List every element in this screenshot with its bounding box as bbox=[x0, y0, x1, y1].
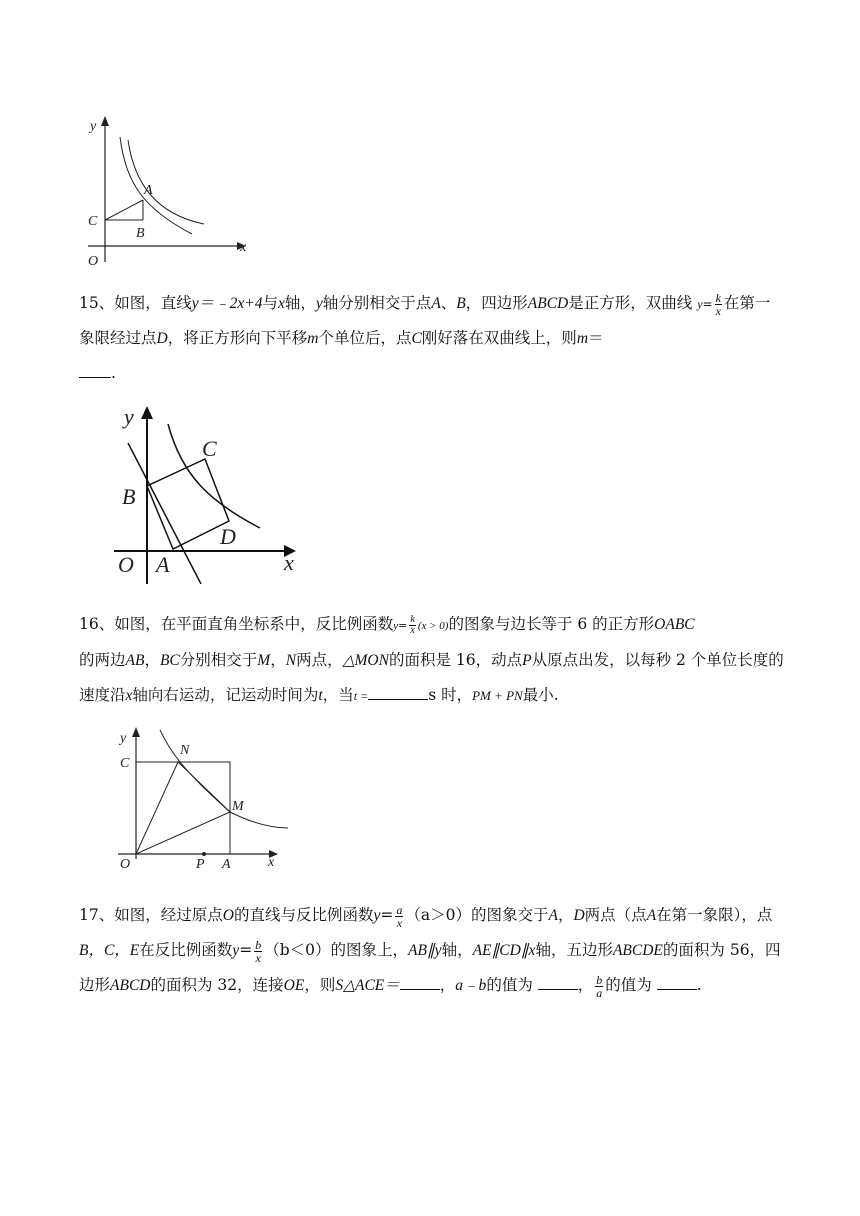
inner-curve bbox=[120, 137, 192, 234]
label-y: y bbox=[124, 404, 134, 429]
fraction-a-over-x: $\frac{a}{x}$ bbox=[396, 902, 403, 930]
label-o: O bbox=[120, 857, 131, 872]
label-x: x bbox=[240, 240, 247, 255]
label-y: y bbox=[120, 731, 127, 746]
y-axis-arrow-icon bbox=[141, 406, 153, 419]
answer-blank-3[interactable] bbox=[657, 975, 697, 990]
label-x: x bbox=[284, 550, 294, 575]
y-axis-arrow-icon bbox=[101, 116, 109, 126]
question-15-text: 15、如图，直线y＝﹣2x+4与x轴，y轴分别相交于点A、B，四边形ABCD是正方形，双曲线 y= $\frac{k}{x}$ 在第一象限经过点D，将正方形向下平移m个单位后，点C刚好落在双曲线上，则m＝ . bbox=[79, 290, 771, 382]
label-c: C bbox=[88, 214, 98, 229]
answer-blank[interactable] bbox=[368, 685, 428, 700]
answer-blank-1[interactable] bbox=[400, 975, 440, 990]
segment-ca bbox=[105, 200, 143, 220]
label-o: O bbox=[88, 254, 99, 269]
label-x: x bbox=[268, 855, 275, 870]
label-o: O bbox=[118, 552, 134, 577]
question-17-text: 17、如图，经过原点O的直线与反比例函数y= $\frac{a}{x}$ （a＞0）的图象交于A，D两点（点A在第一象限），点B，C，E在反比例函数y= $\frac{b}{x}$ （b＜0）的图象上，AB∥y轴，AE∥CD∥x轴，五边形ABCDE的面积为 56，四边形ABCD的面积为 32，连接OE，则S△ACE＝ ，a﹣b的值为 ， $\frac{b}{a}$ 的值为 . bbox=[79, 902, 781, 1000]
label-b: B bbox=[122, 484, 136, 509]
fraction-k-over-x: $\frac{k}{x}$ bbox=[715, 290, 721, 318]
figure-q16 bbox=[110, 724, 300, 876]
label-a: A bbox=[156, 552, 170, 577]
label-a: A bbox=[144, 183, 153, 198]
label-m: M bbox=[232, 799, 244, 814]
outer-curve bbox=[128, 140, 204, 224]
figure-q14 bbox=[80, 112, 260, 272]
fraction-b-over-x: $\frac{b}{x}$ bbox=[255, 937, 262, 965]
fraction-b-over-a: $\frac{b}{a}$ bbox=[596, 972, 603, 1000]
y-axis-arrow-icon bbox=[132, 727, 140, 737]
label-b: B bbox=[136, 226, 145, 241]
square-oabc bbox=[136, 762, 230, 854]
label-a: A bbox=[222, 857, 231, 872]
label-d: D bbox=[220, 524, 236, 549]
triangle-mon bbox=[136, 762, 230, 854]
figure-q15 bbox=[110, 398, 310, 584]
label-c: C bbox=[120, 756, 130, 771]
question-15 bbox=[79, 286, 784, 390]
label-c: C bbox=[202, 436, 217, 461]
question-16-text: 16、如图，在平面直角坐标系中，反比例函数y= $\frac{k}{x}$ (x > 0)的图象与边长等于 6 的正方形OABC 的两边AB，BC分别相交于M，N两点，△MON的面积是 16，动点P从原点出发，以每秒 2 个单位长度的速度沿x轴向右运动，记运动时间为t，当t = s 时，PM + PN最小. bbox=[79, 613, 784, 704]
label-n: N bbox=[180, 743, 190, 758]
answer-blank[interactable] bbox=[79, 363, 111, 378]
label-p: P bbox=[196, 857, 205, 872]
label-y: y bbox=[90, 119, 97, 134]
point-p bbox=[202, 852, 206, 856]
question-16 bbox=[79, 607, 784, 713]
fraction-k-over-x: $\frac{k}{x}$ bbox=[410, 613, 415, 636]
answer-blank-2[interactable] bbox=[538, 975, 578, 990]
question-17 bbox=[79, 898, 784, 1003]
